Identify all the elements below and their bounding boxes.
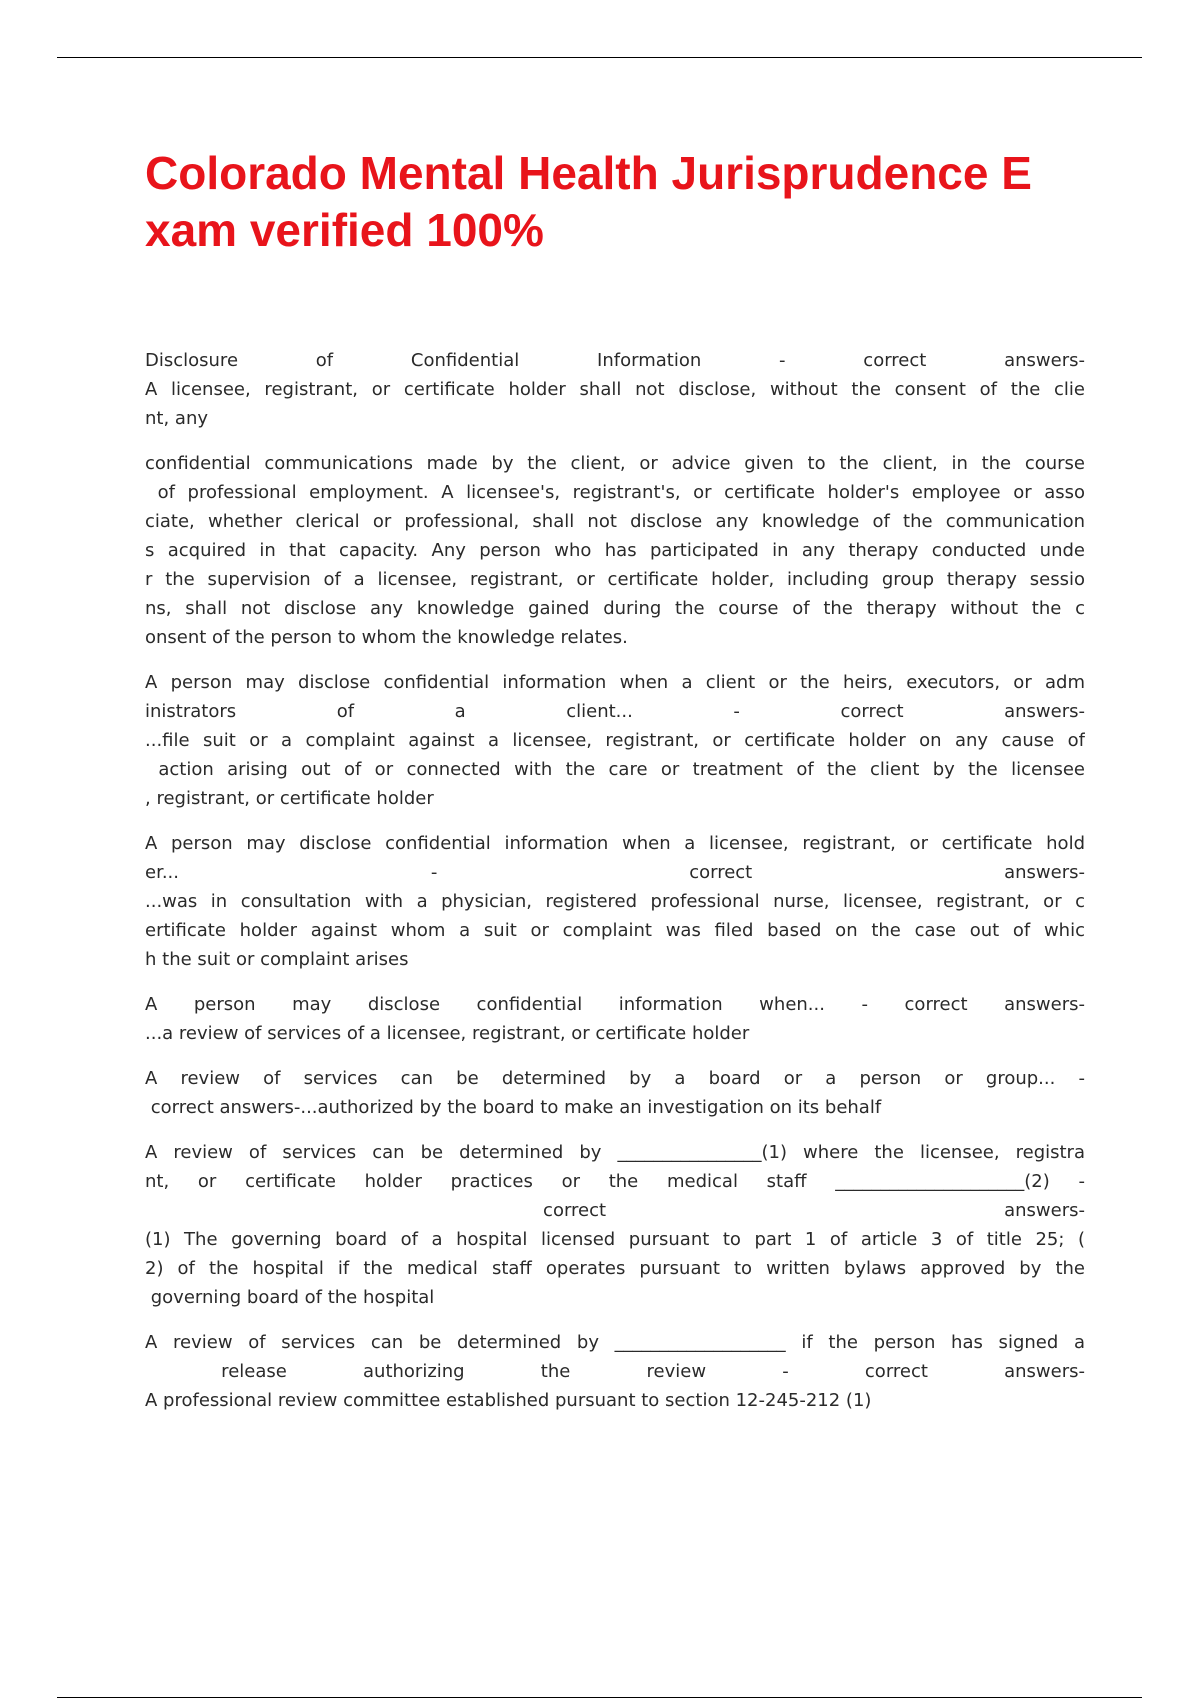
bottom-rule (57, 1697, 1142, 1698)
text-line: nt, any (145, 408, 208, 429)
paragraph-spacer (145, 974, 1085, 990)
text-line: Disclosure of Confidential Information - correct answers- (145, 350, 1085, 371)
text-line: 2) of the hospital if the medical staff operates pursuant to written bylaws approved by the (145, 1258, 1085, 1279)
text-line: A review of services can be determined by a board or a person or group... - (145, 1068, 1085, 1089)
title-line-2: xam verified 100% (145, 204, 544, 256)
text-line: correct answers- (145, 1200, 1085, 1221)
text-line: ...a review of services of a licensee, registrant, or certificate holder (145, 1023, 750, 1044)
text-line: release authorizing the review - correct answers- (145, 1361, 1085, 1382)
paragraph-spacer (145, 433, 1085, 449)
text-line: ertificate holder against whom a suit or complaint was filed based on the case out of whic (145, 920, 1085, 941)
text-line: A person may disclose confidential information when a client or the heirs, executors, or adm (145, 672, 1085, 693)
document-body (145, 346, 1085, 1415)
qa-paragraph (145, 668, 1085, 813)
text-line: ...file suit or a complaint against a licensee, registrant, or certificate holder on any cause of (145, 730, 1085, 751)
qa-paragraph (145, 990, 1085, 1048)
text-line: A licensee, registrant, or certificate holder shall not disclose, without the consent of the clie (145, 379, 1085, 400)
qa-paragraph (145, 1328, 1085, 1415)
text-line: action arising out of or connected with the care or treatment of the client by the licensee (145, 759, 1085, 780)
text-line: confidential communications made by the client, or advice given to the client, in the course (145, 453, 1085, 474)
text-line: ...was in consultation with a physician, registered professional nurse, licensee, registrant, or c (145, 891, 1085, 912)
text-line: governing board of the hospital (145, 1287, 435, 1308)
text-line: r the supervision of a licensee, registrant, or certificate holder, including group therapy sessio (145, 569, 1085, 590)
text-line: , registrant, or certificate holder (145, 788, 434, 809)
paragraph-spacer (145, 813, 1085, 829)
text-line: ciate, whether clerical or professional, shall not disclose any knowledge of the communication (145, 511, 1085, 532)
text-line: er... - correct answers- (145, 862, 1085, 883)
text-line: nt, or certificate holder practices or the medical staff _____________________(2) - (145, 1171, 1085, 1192)
text-line: inistrators of a client... - correct answers- (145, 701, 1085, 722)
qa-paragraph (145, 449, 1085, 652)
text-line: ns, shall not disclose any knowledge gained during the course of the therapy without the c (145, 598, 1085, 619)
text-line: of professional employment. A licensee's, registrant's, or certificate holder's employee or asso (145, 482, 1085, 503)
paragraph-spacer (145, 1122, 1085, 1138)
text-line: A person may disclose confidential information when a licensee, registrant, or certificate hold (145, 833, 1085, 854)
text-line: h the suit or complaint arises (145, 949, 409, 970)
qa-paragraph (145, 1064, 1085, 1122)
text-line: A review of services can be determined by ________________(1) where the licensee, registra (145, 1142, 1085, 1163)
text-line: A review of services can be determined by ___________________ if the person has signed a (145, 1332, 1085, 1353)
text-line: onsent of the person to whom the knowledge relates. (145, 627, 628, 648)
qa-paragraph (145, 829, 1085, 974)
text-line: A person may disclose confidential information when... - correct answers- (145, 994, 1085, 1015)
document-title (145, 145, 1085, 259)
paragraph-spacer (145, 1048, 1085, 1064)
top-rule (57, 57, 1142, 58)
paragraph-spacer (145, 652, 1085, 668)
text-line: s acquired in that capacity. Any person who has participated in any therapy conducted unde (145, 540, 1085, 561)
text-line: correct answers-...authorized by the board to make an investigation on its behalf (145, 1097, 882, 1118)
paragraph-spacer (145, 1312, 1085, 1328)
text-line: (1) The governing board of a hospital licensed pursuant to part 1 of article 3 of title 25; ( (145, 1229, 1085, 1250)
title-line-1: Colorado Mental Health Jurisprudence E (145, 147, 1032, 199)
text-line: A professional review committee established pursuant to section 12-245-212 (1) (145, 1390, 872, 1411)
qa-paragraph (145, 1138, 1085, 1312)
qa-paragraph (145, 346, 1085, 433)
